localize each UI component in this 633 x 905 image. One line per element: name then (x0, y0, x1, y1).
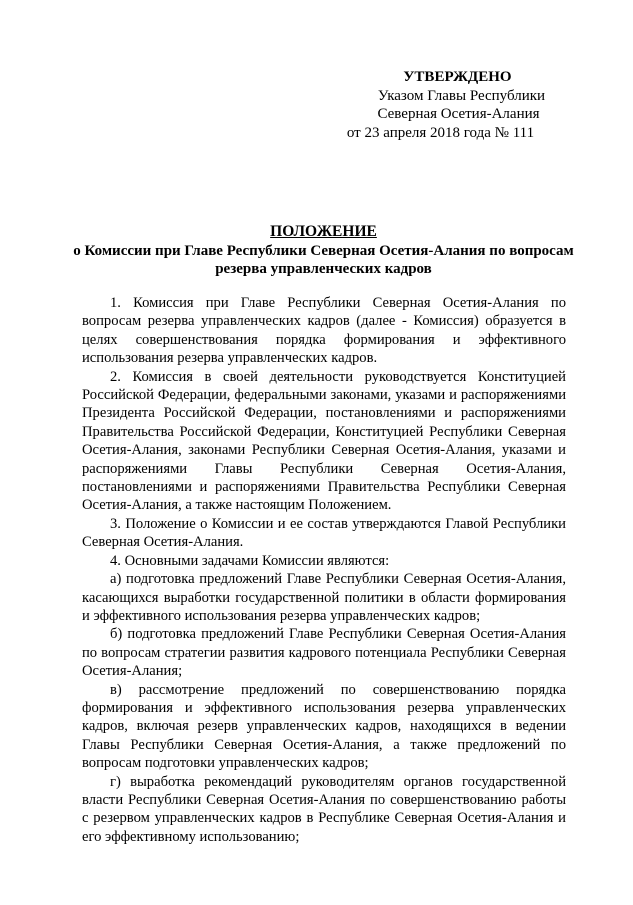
paragraph-4c: в) рассмотрение предложений по совершенствованию порядка формирования и эффективного использования резерва управленческих кадров, включая резерв управленческих кадров, находящихся в ведении Главы Республики Северная Осетия-Алания, а также предложений по вопросам подготовки управленческих кадров; (82, 681, 566, 772)
title-subtitle: о Комиссии при Главе Республики Северная Осетия-Алания по вопросам резерва управленческих кадров (73, 242, 574, 277)
document-title (70, 223, 577, 279)
paragraph-4: 4. Основными задачами Комиссии являются: (110, 552, 390, 569)
approval-heading: УТВЕРЖДЕНО (403, 69, 512, 85)
approval-block (318, 68, 563, 142)
paragraph-1: 1. Комиссия при Главе Республики Северная Осетия-Алания по вопросам резерва управленческих кадров (далее - Комиссия) образуется в целях совершенствования порядка формирования и эффективного использования резерва управленческих кадров. (82, 295, 566, 367)
document-body (82, 294, 566, 846)
approval-decree-line: Указом Главы Республики (377, 87, 546, 104)
paragraph-4b: б) подготовка предложений Главе Республики Северная Осетия-Алания по вопросам стратегии развития кадрового потенциала Республики Северная Осетия-Алания; (82, 626, 566, 680)
approval-date-line: от 23 апреля 2018 года № 111 (346, 124, 535, 141)
title-main: ПОЛОЖЕНИЕ (270, 223, 377, 240)
paragraph-2: 2. Комиссия в своей деятельности руководствуется Конституцией Российской Федерации, федеральными законами, указами и распоряжениями Президента Российской Федерации, постановлениями и распоряжениями Правительства Российской Федерации, Конституцией Республики Северная Осетия-Алания, законами Республики Северная Осетия-Алания, указами и распоряжениями Главы Республики Северная Осетия-Алания, постановлениями и распоряжениями Правительства Республики Северная Осетия-Алания, а также настоящим Положением. (82, 368, 566, 514)
paragraph-4a: а) подготовка предложений Главе Республики Северная Осетия-Алания, касающихся выработки государственной политики в области формирования и эффективного использования резерва управленческих кадров; (82, 571, 566, 624)
approval-region-line: Северная Осетия-Алания (377, 106, 540, 122)
paragraph-4d: г) выработка рекомендаций руководителям органов государственной власти Республики Северная Осетия-Алания по совершенствованию работы с резервом управленческих кадров в Республике Северная Осетия-Алания и его эффективному использованию; (82, 773, 566, 845)
paragraph-3: 3. Положение о Комиссии и ее состав утверждаются Главой Республики Северная Осетия-Алания. (82, 515, 566, 551)
